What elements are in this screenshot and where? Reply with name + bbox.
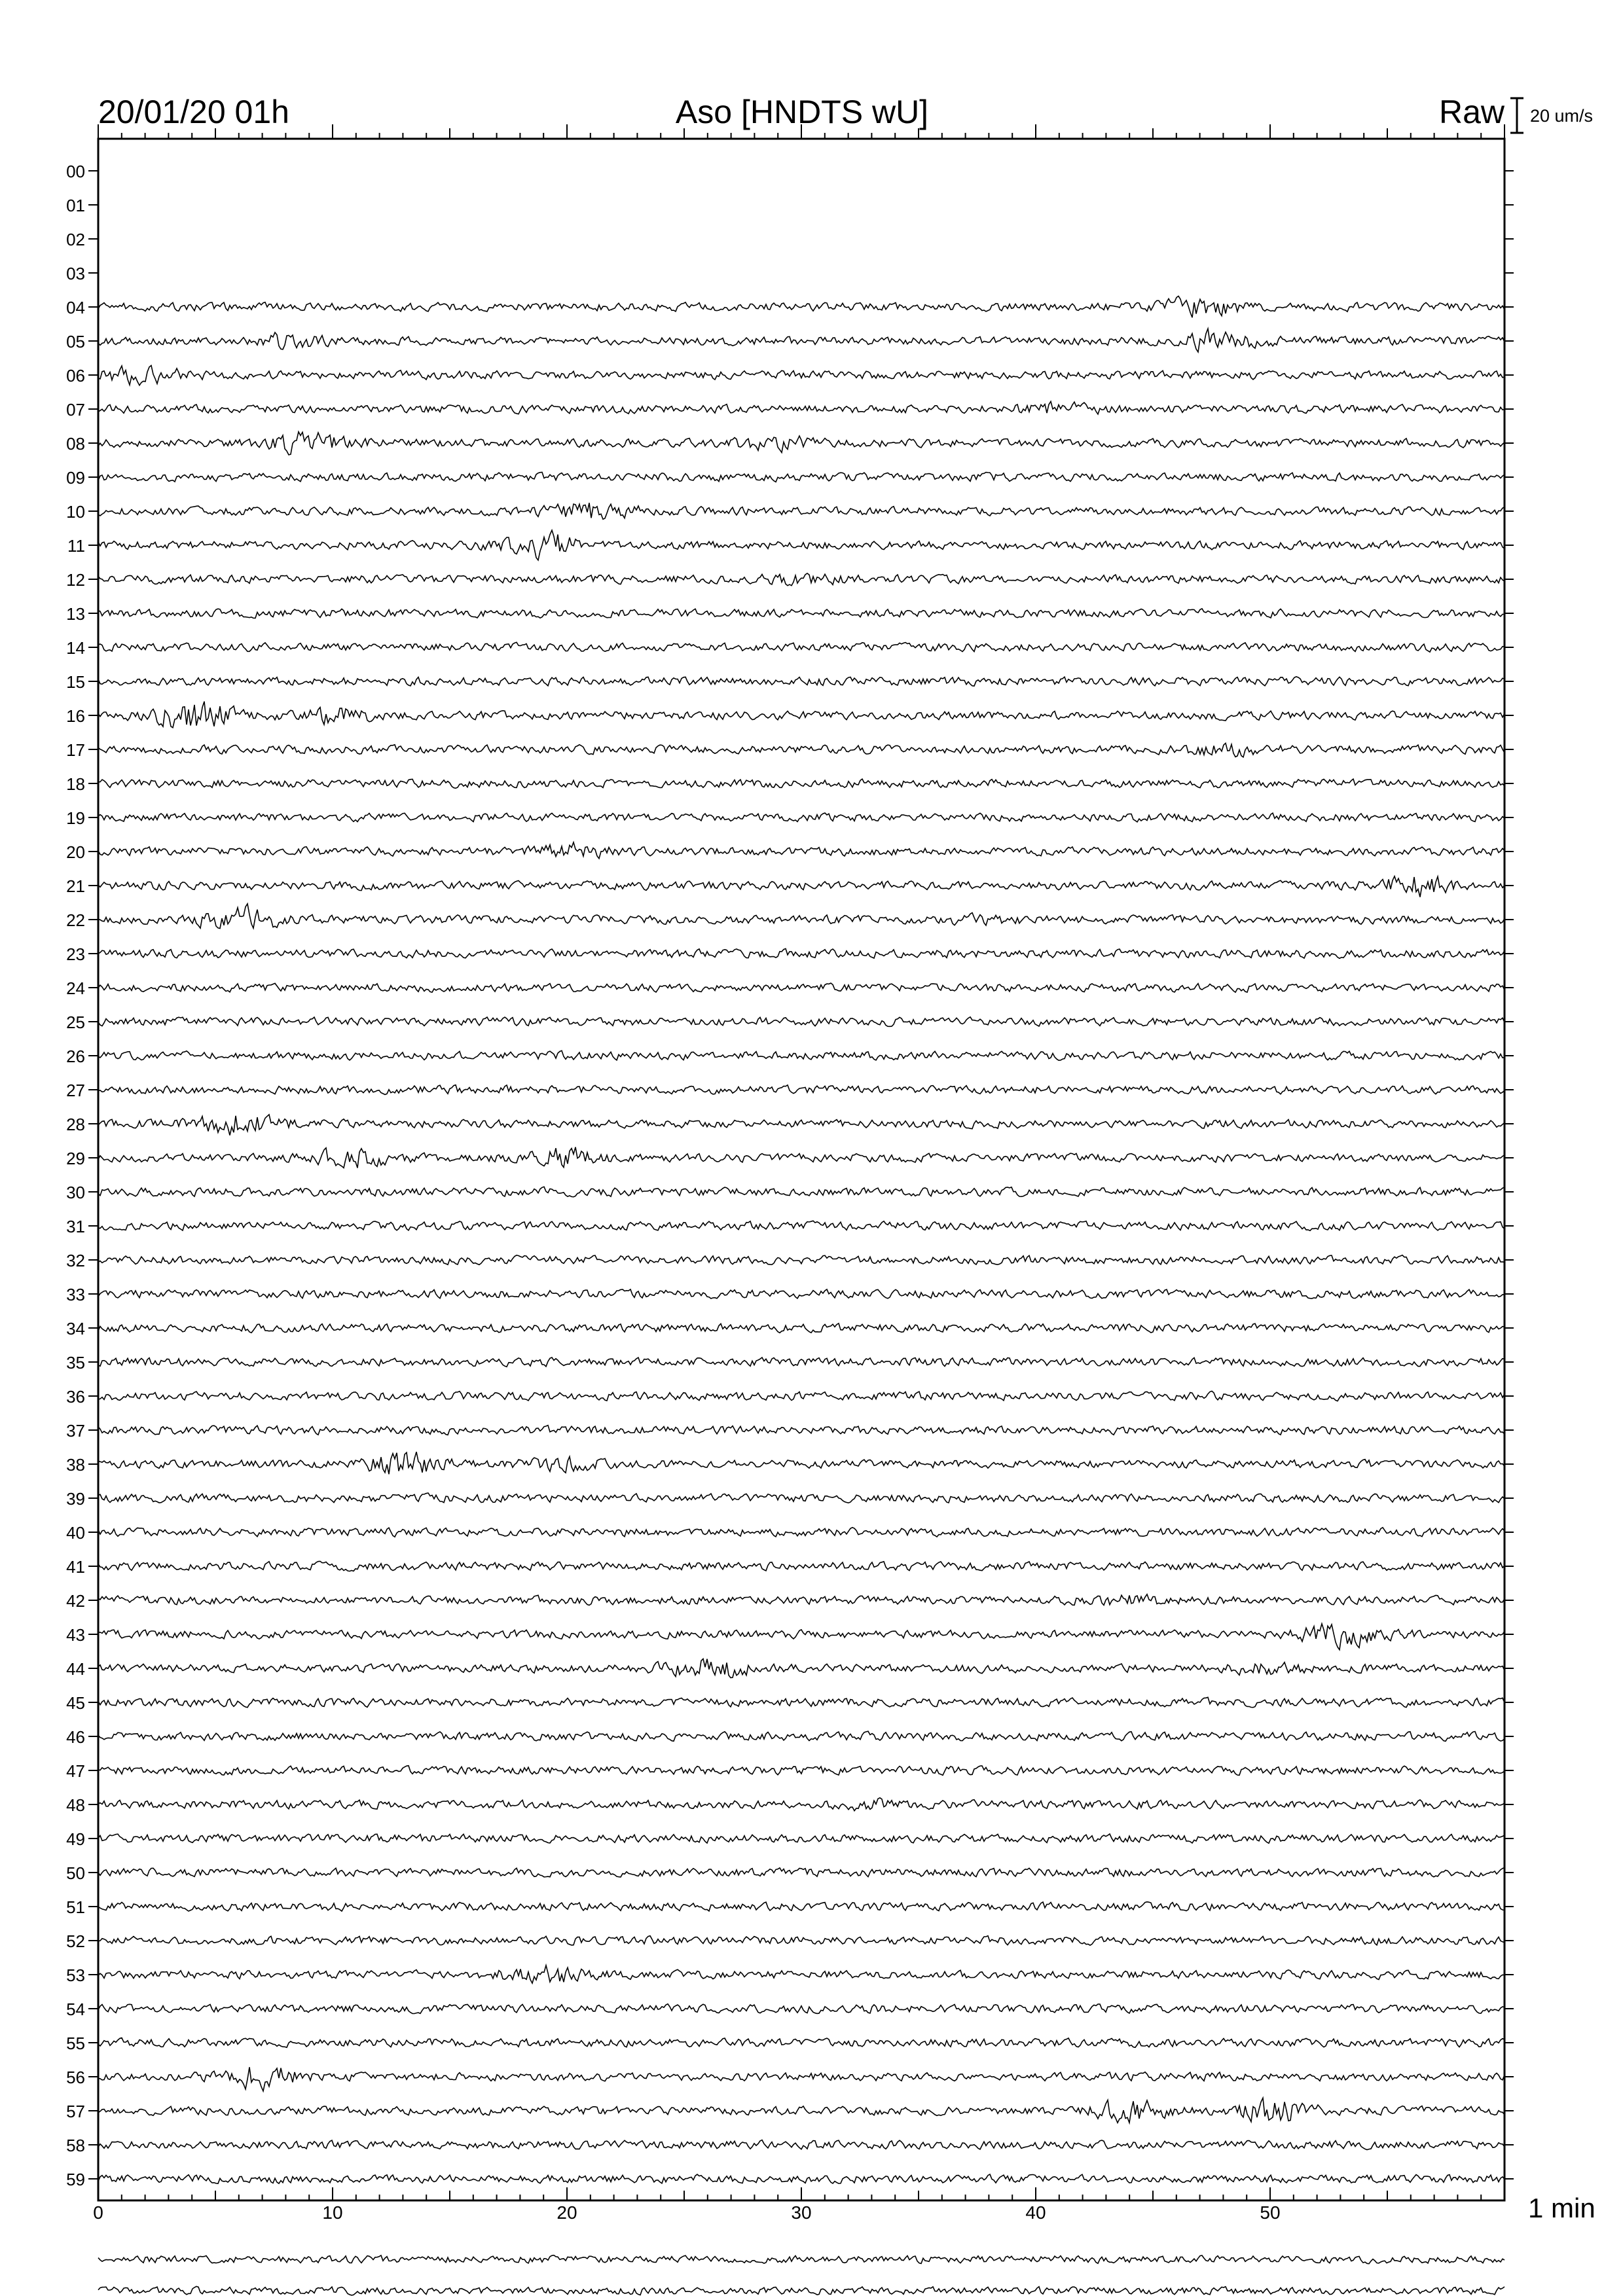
x-tick-label: 0 <box>93 2202 103 2223</box>
row-label: 49 <box>66 1829 85 1849</box>
seismic-trace <box>98 642 1504 652</box>
x-tick-label: 30 <box>791 2202 812 2223</box>
scale-bar <box>1510 98 1593 133</box>
seismic-trace <box>98 1452 1504 1474</box>
row-label: 34 <box>66 1319 85 1338</box>
seismic-trace <box>98 1624 1504 1650</box>
seismic-trace <box>98 1050 1504 1060</box>
seismic-trace <box>98 1766 1504 1776</box>
row-label: 43 <box>66 1625 85 1645</box>
x-tick-label: 20 <box>556 2202 577 2223</box>
seismic-trace <box>98 1731 1504 1741</box>
row-label: 50 <box>66 1863 85 1883</box>
seismic-trace <box>98 401 1504 414</box>
row-label: 36 <box>66 1387 85 1407</box>
seismic-trace <box>98 2098 1504 2123</box>
station-title: Aso [HNDTS wU] <box>675 94 929 130</box>
row-label: 37 <box>66 1421 85 1441</box>
seismic-trace <box>98 2038 1504 2048</box>
mode-label: Raw <box>1438 94 1504 130</box>
seismic-trace <box>98 1868 1504 1877</box>
row-label: 24 <box>66 978 85 998</box>
x-tick-label: 40 <box>1025 2202 1046 2223</box>
row-label: 51 <box>66 1897 85 1917</box>
row-label: 00 <box>66 162 85 181</box>
seismic-trace <box>98 1561 1504 1571</box>
row-label: 13 <box>66 604 85 624</box>
seismic-trace <box>98 1834 1504 1843</box>
row-label: 52 <box>66 1931 85 1951</box>
row-label: 18 <box>66 774 85 794</box>
row-label: 59 <box>66 2170 85 2189</box>
row-label: 21 <box>66 876 85 896</box>
seismic-trace <box>98 1085 1504 1095</box>
seismic-trace <box>98 1659 1504 1677</box>
seismic-trace <box>98 2067 1504 2091</box>
row-label: 15 <box>66 672 85 692</box>
seismic-trace <box>98 1323 1504 1333</box>
seismic-trace <box>98 1187 1504 1196</box>
seismic-trace <box>98 983 1504 992</box>
row-label: 04 <box>66 298 85 317</box>
datetime-label: 20/01/20 01h <box>98 94 289 130</box>
plot-frame <box>98 139 1504 2200</box>
row-label: 28 <box>66 1115 85 1134</box>
seismic-traces <box>98 296 1504 2295</box>
row-label: 27 <box>66 1081 85 1100</box>
seismic-trace <box>98 473 1504 482</box>
scale-label: 20 um/s <box>1530 106 1594 126</box>
row-label: 33 <box>66 1285 85 1304</box>
seismic-trace <box>98 744 1504 757</box>
x-tick-label: 50 <box>1260 2202 1281 2223</box>
row-label: 20 <box>66 842 85 862</box>
seismic-trace-continuation <box>98 2255 1504 2264</box>
row-label: 29 <box>66 1149 85 1168</box>
row-label: 40 <box>66 1523 85 1543</box>
row-label: 47 <box>66 1761 85 1781</box>
row-label: 58 <box>66 2136 85 2155</box>
seismic-trace-continuation <box>98 2286 1504 2295</box>
row-label: 03 <box>66 264 85 283</box>
row-label: 17 <box>66 740 85 760</box>
seismic-trace <box>98 876 1504 897</box>
time-axis <box>93 2187 1504 2223</box>
seismic-trace <box>98 702 1504 728</box>
seismic-trace <box>98 1594 1504 1605</box>
seismic-trace <box>98 530 1504 560</box>
row-label: 22 <box>66 910 85 930</box>
seismic-trace <box>98 1493 1504 1503</box>
row-label: 12 <box>66 570 85 590</box>
x-unit-label: 1 min <box>1528 2193 1596 2223</box>
seismic-trace <box>98 813 1504 822</box>
seismic-trace <box>98 842 1504 859</box>
seismic-trace <box>98 296 1504 317</box>
row-label: 19 <box>66 808 85 828</box>
row-label: 16 <box>66 706 85 726</box>
seismic-trace <box>98 329 1504 352</box>
row-label: 31 <box>66 1217 85 1236</box>
seismic-trace <box>98 365 1504 385</box>
seismic-trace <box>98 432 1504 455</box>
seismic-trace <box>98 1357 1504 1367</box>
row-label: 10 <box>66 502 85 522</box>
seismic-trace <box>98 1221 1504 1230</box>
seismic-trace <box>98 1697 1504 1707</box>
row-label: 26 <box>66 1047 85 1066</box>
row-label: 56 <box>66 2068 85 2087</box>
seismic-trace <box>98 1115 1504 1136</box>
seismic-trace <box>98 2140 1504 2150</box>
seismic-trace <box>98 1391 1504 1401</box>
row-label: 46 <box>66 1727 85 1747</box>
seismic-trace <box>98 2004 1504 2014</box>
seismic-trace <box>98 1965 1504 1983</box>
row-label: 23 <box>66 944 85 964</box>
seismic-trace <box>98 677 1504 686</box>
seismic-trace <box>98 1255 1504 1265</box>
top-minute-ticks <box>98 124 1504 139</box>
row-labels <box>66 162 85 2189</box>
row-label: 41 <box>66 1557 85 1577</box>
row-label: 39 <box>66 1489 85 1509</box>
seismic-trace <box>98 503 1504 519</box>
seismic-trace <box>98 1017 1504 1027</box>
row-label: 25 <box>66 1013 85 1032</box>
seismic-trace <box>98 1426 1504 1435</box>
row-label: 44 <box>66 1659 85 1679</box>
row-label: 38 <box>66 1455 85 1475</box>
seismic-trace <box>98 779 1504 788</box>
seismic-trace <box>98 904 1504 929</box>
row-label: 14 <box>66 638 85 658</box>
row-ticks <box>88 171 1514 2179</box>
seismic-trace <box>98 2174 1504 2183</box>
row-label: 06 <box>66 366 85 386</box>
seismic-trace <box>98 609 1504 619</box>
seismic-trace <box>98 1289 1504 1299</box>
row-label: 42 <box>66 1591 85 1611</box>
seismic-trace <box>98 948 1504 958</box>
row-label: 57 <box>66 2102 85 2121</box>
row-label: 05 <box>66 332 85 351</box>
row-label: 48 <box>66 1795 85 1815</box>
row-label: 02 <box>66 230 85 249</box>
row-label: 01 <box>66 196 85 215</box>
row-label: 55 <box>66 2034 85 2053</box>
x-tick-label: 10 <box>322 2202 343 2223</box>
row-label: 54 <box>66 2000 85 2019</box>
row-label: 45 <box>66 1693 85 1713</box>
seismic-trace <box>98 1798 1504 1811</box>
seismic-trace <box>98 1528 1504 1537</box>
seismic-trace <box>98 1936 1504 1946</box>
seismic-trace <box>98 1147 1504 1168</box>
seismic-trace <box>98 573 1504 586</box>
seismic-trace <box>98 1902 1504 1911</box>
row-label: 11 <box>67 536 85 556</box>
row-label: 07 <box>66 400 85 420</box>
row-label: 09 <box>66 468 85 488</box>
row-label: 30 <box>66 1183 85 1202</box>
row-label: 35 <box>66 1353 85 1372</box>
row-label: 08 <box>66 434 85 454</box>
row-label: 53 <box>66 1965 85 1985</box>
row-label: 32 <box>66 1251 85 1270</box>
